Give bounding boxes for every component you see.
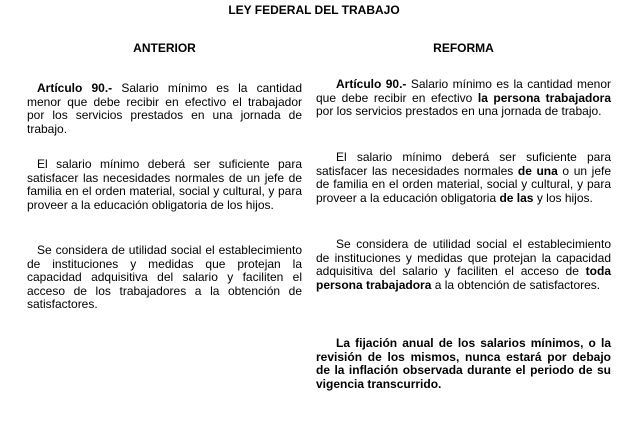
anterior-paragraph-2	[27, 158, 302, 212]
paragraph-text: y los hijos.	[533, 190, 593, 205]
paragraph-text: Salario mínimo es la cantidad menor que debe recibir en efectivo	[316, 77, 611, 105]
article-label: Artículo 90.-	[336, 77, 407, 91]
reforma-paragraph-1	[316, 78, 611, 119]
paragraph-text: El salario mínimo deberá ser suficiente para satisfacer las necesidades normales de un jefe de familia en el orden material, social y cultural, y para proveer a la educación obligatoria de los hijos.	[27, 157, 302, 212]
paragraph-text: por los servicios prestados en una jornada de trabajo.	[316, 104, 602, 118]
bold-insertion: de las	[499, 190, 534, 205]
paragraph-text: a la obtención de satisfactores.	[431, 277, 601, 292]
heading-reforma: REFORMA	[433, 41, 494, 55]
heading-anterior: ANTERIOR	[133, 41, 196, 55]
bold-insertion: toda persona trabajadora	[316, 264, 611, 292]
paragraph-text: o un jefe de familia en el orden material, social y cultural, y para proveer a la educación obligatoria	[316, 163, 612, 205]
paragraph-text: Salario mínimo es la cantidad menor que debe recibir en efectivo el trabajador por los servicios prestados en una jornada de trabajo.	[27, 81, 302, 136]
bold-insertion: la persona trabajadora	[477, 90, 612, 105]
reforma-paragraph-4	[316, 337, 611, 391]
anterior-paragraph-3	[27, 244, 302, 312]
paragraph-text: La fijación anual de los salarios mínimos, o la revisión de los mismos, nunca estará por debajo de la inflación observada durante el periodo de su vigencia transcurrido.	[316, 336, 611, 391]
reforma-paragraph-3	[316, 238, 611, 292]
anterior-paragraph-1	[27, 82, 302, 136]
article-label: Artículo 90.-	[37, 81, 113, 95]
bold-insertion: de una	[517, 163, 558, 178]
reforma-paragraph-2	[316, 151, 611, 205]
paragraph-text: Se considera de utilidad social el establecimiento de instituciones y medidas que protejan la capacidad adquisitiva del salario y faciliten el acceso de los trabajadores a la obtención de satisfactores.	[27, 243, 302, 311]
paragraph-text: Se considera de utilidad social el establecimiento de instituciones y medidas que protejan la capacidad adquisitiva del salario y faciliten el acceso de	[316, 237, 611, 278]
document-title: LEY FEDERAL DEL TRABAJO	[228, 3, 400, 17]
paragraph-text: El salario mínimo deberá ser suficiente para satisfacer las necesidades normales	[316, 150, 611, 178]
